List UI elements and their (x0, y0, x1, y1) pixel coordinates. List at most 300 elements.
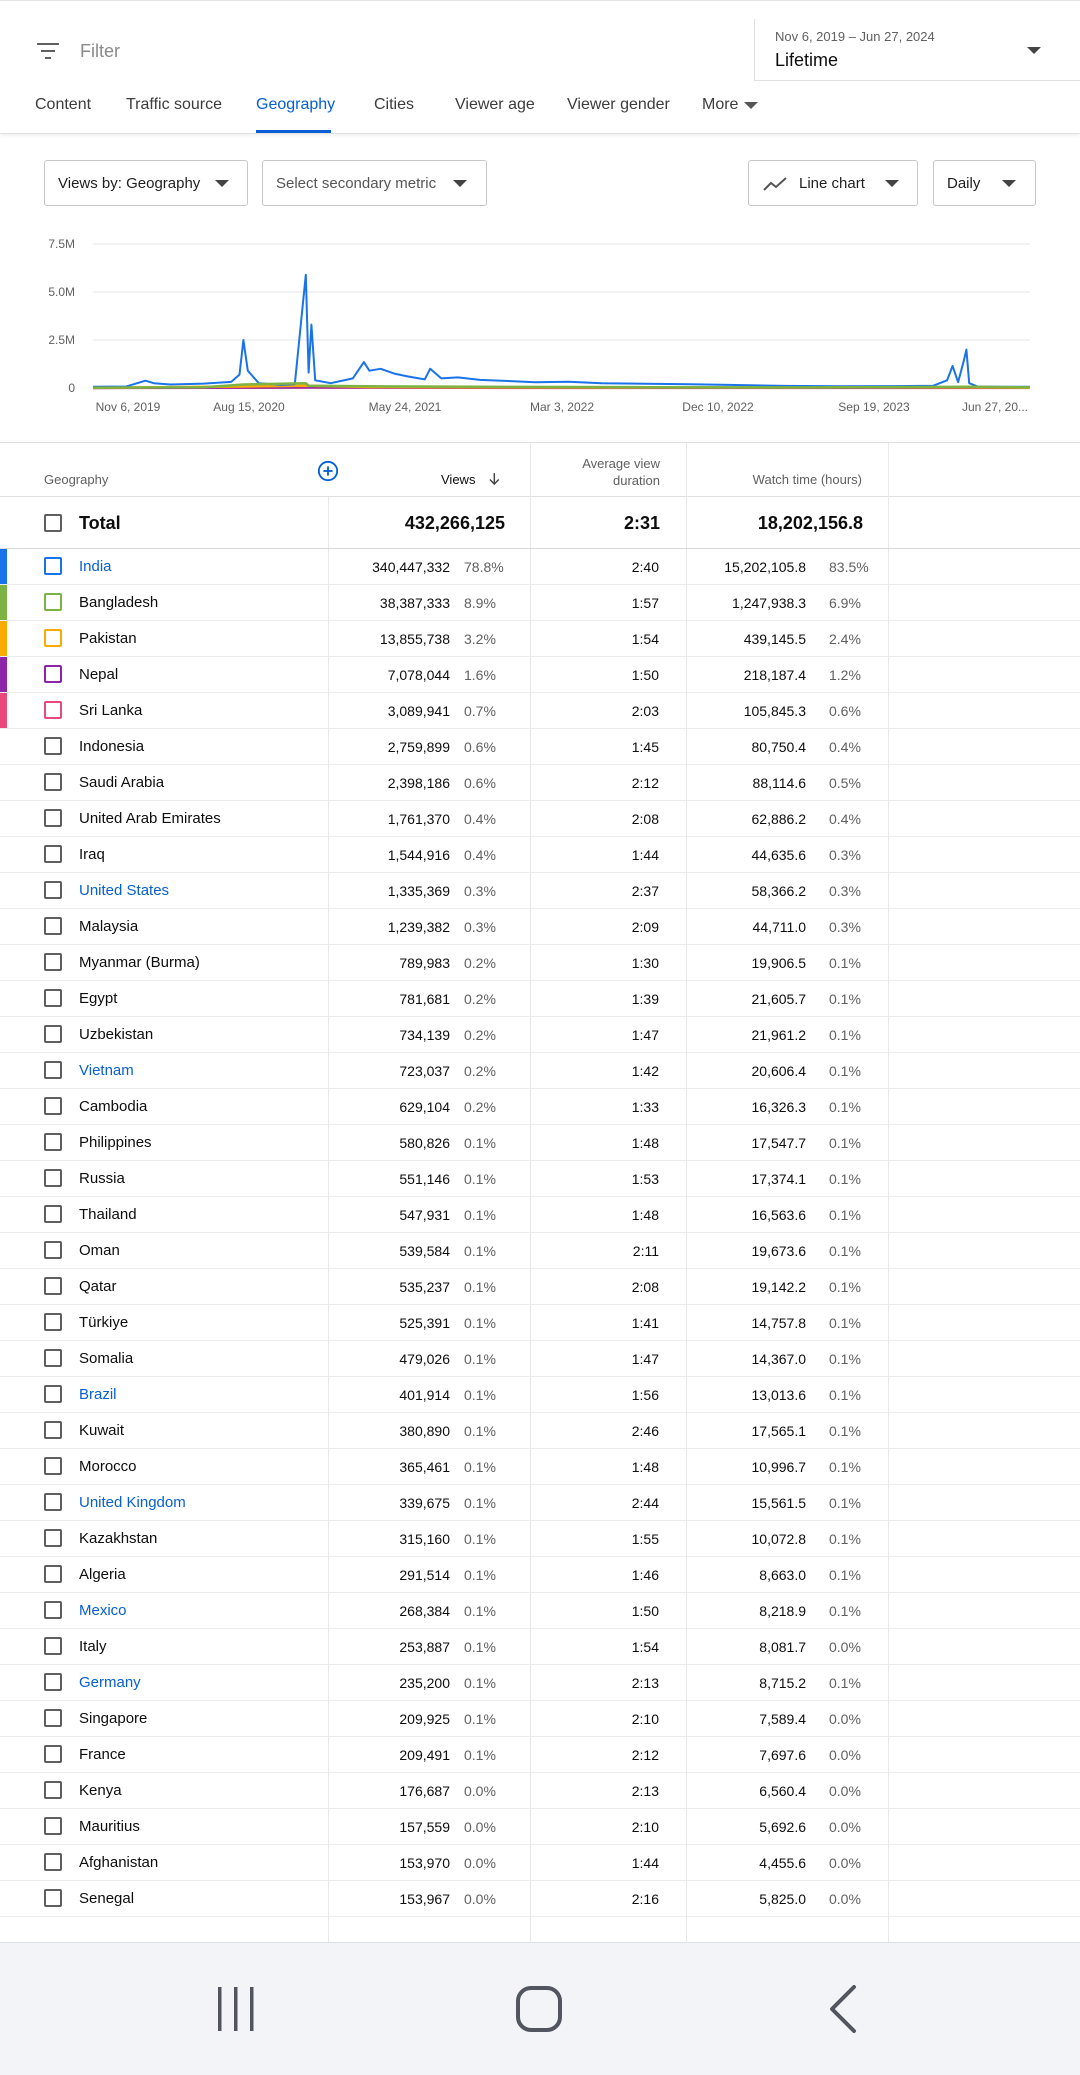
series-color-indicator (0, 693, 7, 728)
table-row[interactable] (0, 1377, 1080, 1413)
chart-type-label: Line chart (799, 175, 865, 192)
avg-duration-value: 1:54 (631, 631, 659, 647)
filter-input[interactable]: Filter (80, 41, 120, 61)
table-row[interactable] (0, 1017, 1080, 1053)
row-checkbox[interactable] (44, 1565, 62, 1583)
watch-time-value: 14,757.8 (751, 1315, 806, 1331)
chevron-down-icon (1027, 47, 1041, 54)
views-percent: 0.4% (464, 811, 496, 827)
watch-time-percent: 0.1% (829, 1423, 861, 1439)
row-checkbox[interactable] (44, 953, 62, 971)
watch-time-percent: 0.1% (829, 1099, 861, 1115)
views-value: 209,491 (399, 1747, 450, 1763)
y-tick-label: 0 (68, 381, 75, 395)
total-checkbox[interactable] (44, 514, 62, 532)
total-label: Total (79, 513, 121, 533)
table-row[interactable] (0, 1593, 1080, 1629)
avg-duration-value: 1:48 (631, 1459, 659, 1475)
views-value: 535,237 (399, 1279, 450, 1295)
watch-time-value: 15,561.5 (751, 1495, 806, 1511)
watch-time-value: 439,145.5 (743, 631, 806, 647)
table-row[interactable] (0, 1557, 1080, 1593)
table-row[interactable] (0, 1305, 1080, 1341)
row-checkbox[interactable] (44, 1493, 62, 1511)
row-checkbox[interactable] (44, 1853, 62, 1871)
views-value: 153,970 (399, 1855, 450, 1871)
views-percent: 0.1% (464, 1711, 496, 1727)
tab-bar (0, 82, 1080, 134)
views-percent: 0.1% (464, 1639, 496, 1655)
watch-time-percent: 0.1% (829, 1063, 861, 1079)
row-checkbox[interactable] (44, 1745, 62, 1763)
table-row[interactable] (0, 621, 1080, 657)
views-percent: 0.1% (464, 1423, 496, 1439)
country-name-united-states[interactable]: United States (79, 882, 170, 899)
country-name-italy: Italy (79, 1638, 107, 1655)
avg-duration-value: 1:46 (631, 1567, 659, 1583)
watch-time-percent: 0.1% (829, 1387, 861, 1403)
table-row[interactable] (0, 873, 1080, 909)
table-row[interactable] (0, 1701, 1080, 1737)
watch-time-value: 17,547.7 (751, 1135, 806, 1151)
views-value: 153,967 (399, 1891, 450, 1907)
row-checkbox[interactable] (44, 1385, 62, 1403)
watch-time-percent: 0.4% (829, 811, 861, 827)
table-row[interactable] (0, 657, 1080, 693)
table-row[interactable] (0, 1341, 1080, 1377)
avg-duration-value: 1:33 (631, 1099, 659, 1115)
tab-traffic-source[interactable]: Traffic source (126, 96, 223, 113)
watch-time-percent: 0.3% (829, 919, 861, 935)
watch-time-value: 62,886.2 (751, 811, 806, 827)
date-range-selector[interactable] (754, 19, 1080, 81)
country-name-nepal: Nepal (79, 666, 119, 683)
views-percent: 3.2% (464, 631, 496, 647)
table-row[interactable] (0, 1665, 1080, 1701)
country-name-united-kingdom[interactable]: United Kingdom (79, 1494, 186, 1511)
country-name-senegal: Senegal (79, 1890, 135, 1907)
views-percent: 1.6% (464, 667, 496, 683)
views-percent: 0.1% (464, 1135, 496, 1151)
watch-time-percent: 0.3% (829, 883, 861, 899)
table-row[interactable] (0, 693, 1080, 729)
total-avg-duration: 2:31 (623, 513, 660, 533)
row-checkbox[interactable] (44, 989, 62, 1007)
views-value: 401,914 (399, 1387, 450, 1403)
views-percent: 0.6% (464, 775, 496, 791)
row-checkbox[interactable] (44, 1097, 62, 1115)
header-average-view-duration[interactable] (540, 455, 660, 489)
row-checkbox[interactable] (44, 845, 62, 863)
country-name-philippines: Philippines (79, 1134, 152, 1151)
table-row[interactable] (0, 1881, 1080, 1917)
filter-bar[interactable] (0, 19, 754, 83)
views-percent: 0.1% (464, 1315, 496, 1331)
table-row[interactable] (0, 1089, 1080, 1125)
watch-time-value: 6,560.4 (759, 1783, 806, 1799)
row-checkbox[interactable] (44, 701, 62, 719)
avg-duration-value: 1:39 (631, 991, 659, 1007)
watch-time-percent: 0.1% (829, 1279, 861, 1295)
views-value: 539,584 (399, 1243, 450, 1259)
system-navigation-bar (0, 1942, 1080, 2075)
avg-duration-value: 2:08 (631, 811, 659, 827)
views-percent: 0.2% (464, 991, 496, 1007)
watch-time-percent: 0.1% (829, 1495, 861, 1511)
table-row[interactable] (0, 981, 1080, 1017)
x-tick-label: Aug 15, 2020 (213, 400, 285, 414)
views-value: 547,931 (399, 1207, 450, 1223)
interval-dropdown[interactable] (933, 160, 1036, 206)
tab-viewer-gender[interactable]: Viewer gender (567, 96, 670, 113)
row-checkbox[interactable] (44, 665, 62, 683)
watch-time-percent: 6.9% (829, 595, 861, 611)
country-name-france: France (79, 1746, 126, 1763)
views-percent: 0.1% (464, 1747, 496, 1763)
views-value: 723,037 (399, 1063, 450, 1079)
watch-time-value: 1,247,938.3 (732, 595, 806, 611)
row-checkbox[interactable] (44, 1673, 62, 1691)
header-avg-line1: Average view (582, 456, 660, 471)
total-views: 432,266,125 (404, 513, 505, 533)
views-percent: 0.4% (464, 847, 496, 863)
views-percent: 0.0% (464, 1783, 496, 1799)
table-row[interactable] (0, 1521, 1080, 1557)
country-name-germany[interactable]: Germany (79, 1674, 141, 1691)
avg-duration-value: 1:42 (631, 1063, 659, 1079)
avg-duration-value: 1:53 (631, 1171, 659, 1187)
views-percent: 0.1% (464, 1459, 496, 1475)
table-row[interactable] (0, 1269, 1080, 1305)
row-checkbox[interactable] (44, 1421, 62, 1439)
table-row[interactable] (0, 1161, 1080, 1197)
watch-time-percent: 0.1% (829, 991, 861, 1007)
y-tick-label: 2.5M (48, 333, 75, 347)
avg-duration-value: 2:08 (631, 1279, 659, 1295)
watch-time-percent: 0.0% (829, 1891, 861, 1907)
watch-time-percent: 0.1% (829, 1675, 861, 1691)
avg-duration-value: 2:13 (631, 1783, 659, 1799)
watch-time-value: 20,606.4 (751, 1063, 806, 1079)
country-name-egypt: Egypt (79, 990, 118, 1007)
table-row[interactable] (0, 765, 1080, 801)
avg-duration-value: 2:09 (631, 919, 659, 935)
home-icon[interactable] (515, 1985, 563, 2033)
views-value: 365,461 (399, 1459, 450, 1475)
country-name-oman: Oman (79, 1242, 120, 1259)
row-checkbox[interactable] (44, 1169, 62, 1187)
row-checkbox[interactable] (44, 737, 62, 755)
table-row[interactable] (0, 1233, 1080, 1269)
tab-more-label: More (702, 96, 739, 113)
series-color-indicator (0, 621, 7, 656)
watch-time-value: 14,367.0 (751, 1351, 806, 1367)
watch-time-value: 88,114.6 (752, 775, 806, 791)
watch-time-value: 19,673.6 (751, 1243, 806, 1259)
tab-more[interactable] (702, 96, 738, 114)
watch-time-value: 80,750.4 (751, 739, 806, 755)
watch-time-value: 44,711.0 (752, 919, 806, 935)
views-value: 551,146 (399, 1171, 450, 1187)
active-tab-indicator (256, 130, 331, 133)
table-row[interactable] (0, 585, 1080, 621)
watch-time-value: 10,072.8 (751, 1531, 806, 1547)
table-row[interactable] (0, 1809, 1080, 1845)
header-views[interactable] (441, 471, 475, 488)
watch-time-value: 7,697.6 (759, 1747, 806, 1763)
avg-duration-value: 2:10 (631, 1711, 659, 1727)
header-geography[interactable]: Geography (44, 472, 109, 487)
row-checkbox[interactable] (44, 1061, 62, 1079)
country-name-morocco: Morocco (79, 1458, 137, 1475)
views-value: 1,335,369 (387, 883, 450, 899)
table-row[interactable] (0, 1413, 1080, 1449)
tab-cities[interactable]: Cities (374, 96, 415, 113)
watch-time-value: 5,825.0 (759, 1891, 806, 1907)
avg-duration-value: 2:12 (631, 775, 659, 791)
row-checkbox[interactable] (44, 1025, 62, 1043)
views-value: 2,759,899 (387, 739, 450, 755)
table-row[interactable] (0, 945, 1080, 981)
row-checkbox[interactable] (44, 917, 62, 935)
country-name-pakistan: Pakistan (79, 630, 137, 647)
row-checkbox[interactable] (44, 1277, 62, 1295)
chart-type-dropdown[interactable] (748, 160, 918, 206)
avg-duration-value: 2:37 (631, 883, 659, 899)
avg-duration-value: 1:41 (631, 1315, 659, 1331)
row-checkbox[interactable] (44, 1889, 62, 1907)
chevron-down-icon (885, 180, 899, 187)
row-checkbox[interactable] (44, 1205, 62, 1223)
table-row[interactable] (0, 1845, 1080, 1881)
table-row[interactable] (0, 1773, 1080, 1809)
avg-duration-value: 2:46 (631, 1423, 659, 1439)
country-name-afghanistan: Afghanistan (79, 1854, 159, 1871)
views-value: 1,239,382 (387, 919, 450, 935)
views-percent: 78.8% (464, 559, 504, 575)
watch-time-percent: 0.1% (829, 1603, 861, 1619)
country-name-vietnam[interactable]: Vietnam (79, 1062, 134, 1079)
x-tick-label: Sep 19, 2023 (838, 400, 910, 414)
table-row[interactable] (0, 837, 1080, 873)
watch-time-value: 15,202,105.8 (724, 559, 806, 575)
views-percent: 0.1% (464, 1387, 496, 1403)
chevron-down-icon (1002, 180, 1016, 187)
table-row[interactable] (0, 1737, 1080, 1773)
views-percent: 0.1% (464, 1531, 496, 1547)
row-checkbox[interactable] (44, 1349, 62, 1367)
views-value: 580,826 (399, 1135, 450, 1151)
watch-time-value: 16,563.6 (751, 1207, 806, 1223)
views-percent: 0.1% (464, 1567, 496, 1583)
header-watch-time[interactable]: Watch time (hours) (752, 472, 862, 487)
country-name-uzbekistan: Uzbekistan (79, 1026, 154, 1043)
views-value: 781,681 (399, 991, 450, 1007)
row-checkbox[interactable] (44, 881, 62, 899)
avg-duration-value: 1:47 (631, 1027, 659, 1043)
views-value: 380,890 (399, 1423, 450, 1439)
country-name-cambodia: Cambodia (79, 1098, 148, 1115)
watch-time-value: 7,589.4 (759, 1711, 806, 1727)
more-chevron-down-icon (744, 102, 758, 109)
country-name-somalia: Somalia (79, 1350, 134, 1367)
watch-time-value: 5,692.6 (759, 1819, 806, 1835)
views-value: 291,514 (399, 1567, 450, 1583)
y-tick-label: 5.0M (48, 285, 75, 299)
watch-time-percent: 0.0% (829, 1819, 861, 1835)
total-watch-time: 18,202,156.8 (757, 513, 863, 533)
watch-time-percent: 0.6% (829, 703, 861, 719)
views-percent: 0.7% (464, 703, 496, 719)
country-name-iraq: Iraq (79, 846, 105, 863)
watch-time-percent: 0.5% (829, 775, 861, 791)
avg-duration-value: 2:40 (631, 559, 659, 575)
country-name-russia: Russia (79, 1170, 125, 1187)
row-checkbox[interactable] (44, 557, 62, 575)
watch-time-value: 21,961.2 (751, 1027, 806, 1043)
row-checkbox[interactable] (44, 773, 62, 791)
avg-duration-value: 2:11 (632, 1243, 659, 1259)
views-percent: 0.0% (464, 1891, 496, 1907)
watch-time-value: 21,605.7 (751, 991, 806, 1007)
watch-time-value: 4,455.6 (759, 1855, 806, 1871)
watch-time-percent: 0.1% (829, 1531, 861, 1547)
views-value: 3,089,941 (387, 703, 450, 719)
watch-time-percent: 0.0% (829, 1639, 861, 1655)
views-percent: 0.3% (464, 883, 496, 899)
secondary-metric-dropdown[interactable] (262, 160, 487, 206)
avg-duration-value: 1:50 (631, 1603, 659, 1619)
table-row[interactable] (0, 1629, 1080, 1665)
country-name-saudi-arabia: Saudi Arabia (79, 774, 165, 791)
table-row[interactable] (0, 549, 1080, 585)
row-checkbox[interactable] (44, 1817, 62, 1835)
row-checkbox[interactable] (44, 629, 62, 647)
row-checkbox[interactable] (44, 1241, 62, 1259)
views-value: 525,391 (399, 1315, 450, 1331)
avg-duration-value: 2:12 (631, 1747, 659, 1763)
series-color-indicator (0, 657, 7, 692)
row-checkbox[interactable] (44, 1133, 62, 1151)
views-percent: 0.2% (464, 1099, 496, 1115)
table-row[interactable] (0, 1449, 1080, 1485)
watch-time-value: 8,081.7 (759, 1639, 806, 1655)
views-value: 1,544,916 (387, 847, 450, 863)
row-checkbox[interactable] (44, 1457, 62, 1475)
row-checkbox[interactable] (44, 1529, 62, 1547)
views-value: 38,387,333 (379, 595, 450, 611)
interval-label: Daily (947, 175, 981, 192)
country-name-united-arab-emirates: United Arab Emirates (79, 810, 221, 827)
watch-time-value: 10,996.7 (751, 1459, 806, 1475)
x-tick-label: Nov 6, 2019 (95, 400, 161, 414)
views-value: 1,761,370 (387, 811, 450, 827)
primary-metric-dropdown[interactable] (44, 160, 248, 206)
views-value: 2,398,186 (387, 775, 450, 791)
table-row[interactable] (0, 1197, 1080, 1233)
watch-time-percent: 0.1% (829, 1207, 861, 1223)
views-value: 7,078,044 (387, 667, 450, 683)
views-percent: 0.2% (464, 1027, 496, 1043)
watch-time-value: 8,663.0 (759, 1567, 806, 1583)
avg-duration-value: 1:57 (631, 595, 659, 611)
chevron-down-icon (215, 180, 229, 187)
watch-time-value: 44,635.6 (751, 847, 806, 863)
row-checkbox[interactable] (44, 1781, 62, 1799)
avg-duration-value: 1:44 (631, 847, 659, 863)
watch-time-value: 8,218.9 (759, 1603, 806, 1619)
table-row[interactable] (0, 1125, 1080, 1161)
header-views-label: Views (441, 472, 476, 487)
table-row[interactable] (0, 729, 1080, 765)
table-row[interactable] (0, 1053, 1080, 1089)
country-name-mexico[interactable]: Mexico (79, 1602, 127, 1619)
table-row[interactable] (0, 1485, 1080, 1521)
views-value: 176,687 (399, 1783, 450, 1799)
tab-content[interactable]: Content (35, 96, 92, 113)
watch-time-value: 17,565.1 (751, 1423, 806, 1439)
views-percent: 0.0% (464, 1855, 496, 1871)
watch-time-percent: 0.0% (829, 1711, 861, 1727)
x-tick-label: Mar 3, 2022 (529, 400, 595, 414)
x-tick-label: May 24, 2021 (368, 400, 442, 414)
y-tick-label: 7.5M (48, 237, 75, 251)
avg-duration-value: 2:10 (631, 1819, 659, 1835)
table-row[interactable] (0, 801, 1080, 837)
table-row[interactable] (0, 909, 1080, 945)
header-avg-line2: duration (613, 473, 660, 488)
recents-icon[interactable] (214, 1985, 258, 2033)
add-column-icon[interactable] (317, 460, 339, 482)
views-value: 789,983 (399, 955, 450, 971)
row-checkbox[interactable] (44, 1601, 62, 1619)
country-name-sri-lanka: Sri Lanka (79, 702, 143, 719)
country-name-brazil[interactable]: Brazil (79, 1386, 117, 1403)
watch-time-value: 218,187.4 (743, 667, 806, 683)
series-color-indicator (0, 549, 7, 584)
views-value: 339,675 (399, 1495, 450, 1511)
row-checkbox[interactable] (44, 1709, 62, 1727)
row-checkbox[interactable] (44, 809, 62, 827)
avg-duration-value: 2:13 (631, 1675, 659, 1691)
views-percent: 0.1% (464, 1495, 496, 1511)
watch-time-percent: 0.1% (829, 1171, 861, 1187)
watch-time-value: 105,845.3 (743, 703, 806, 719)
country-name-bangladesh: Bangladesh (79, 594, 159, 611)
watch-time-percent: 0.1% (829, 955, 861, 971)
row-checkbox[interactable] (44, 1313, 62, 1331)
back-icon[interactable] (828, 1985, 858, 2033)
views-value: 340,447,332 (372, 559, 450, 575)
chevron-down-icon (453, 180, 467, 187)
watch-time-percent: 0.1% (829, 1315, 861, 1331)
watch-time-value: 16,326.3 (751, 1099, 806, 1115)
country-name-singapore: Singapore (79, 1710, 148, 1727)
watch-time-percent: 2.4% (829, 631, 861, 647)
country-name-india[interactable]: India (79, 558, 112, 575)
watch-time-value: 13,013.6 (751, 1387, 806, 1403)
sort-descending-icon[interactable] (489, 473, 500, 486)
row-checkbox[interactable] (44, 593, 62, 611)
tab-viewer-age[interactable]: Viewer age (455, 96, 535, 113)
avg-duration-value: 1:48 (631, 1207, 659, 1223)
tab-geography[interactable]: Geography (256, 96, 336, 113)
watch-time-percent: 0.1% (829, 1135, 861, 1151)
row-checkbox[interactable] (44, 1637, 62, 1655)
filter-icon[interactable] (36, 41, 60, 61)
watch-time-percent: 0.0% (829, 1747, 861, 1763)
watch-time-percent: 0.1% (829, 1459, 861, 1475)
